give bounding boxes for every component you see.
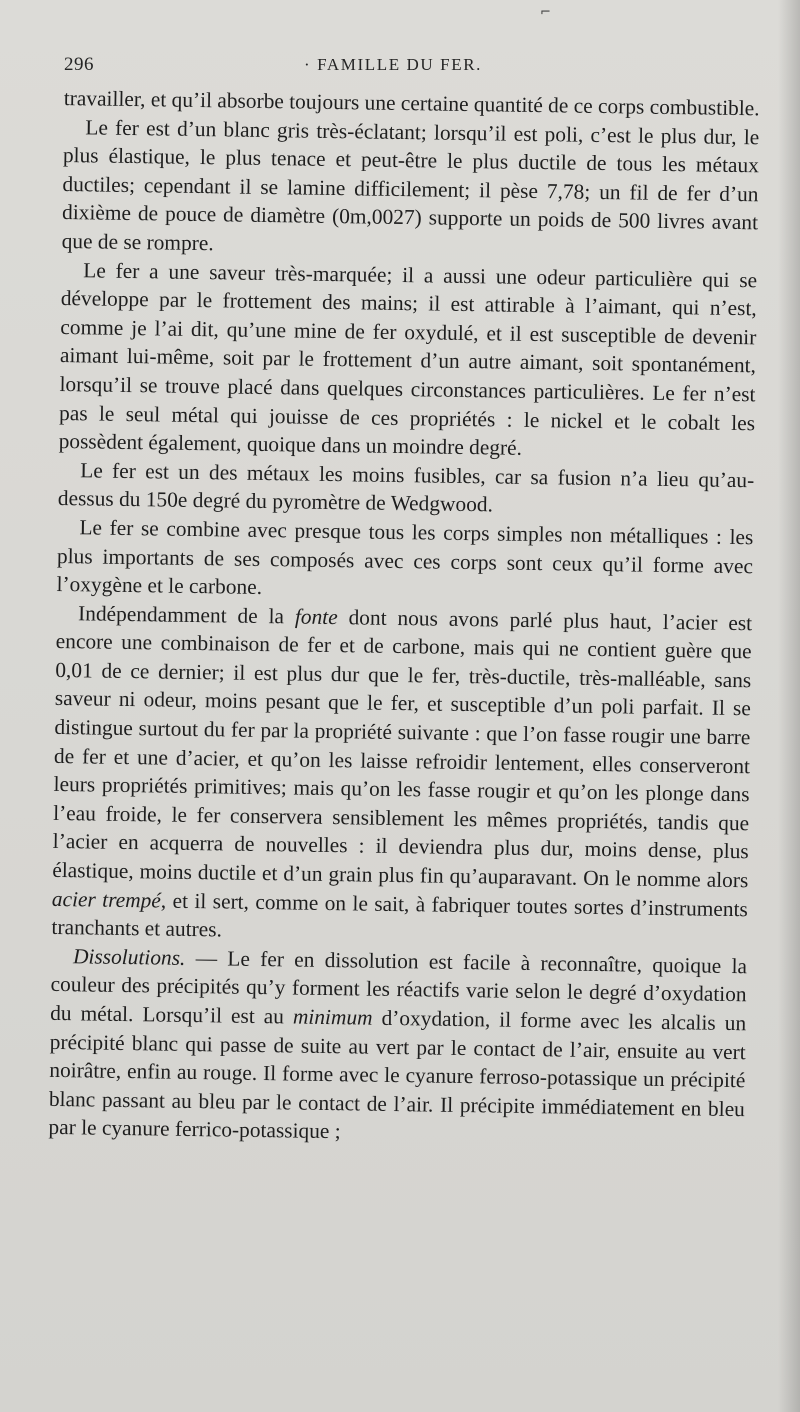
page-header: [64, 54, 744, 78]
paragraph-6: [51, 599, 752, 952]
italic-term-acier-trempe: acier trempé: [51, 886, 162, 913]
body-text: [48, 84, 760, 1152]
paragraph-6-text: dont nous avons parlé plus haut, l’acier est encore une combinaison de fer et de carbone, mais qui ne contient guère que 0,01 de ce dernier; il est plus dur que le fer, très-ductile, très-malléable, sans saveur ni odeur, moins pesant que le fer, et susceptible d’un poli parfait. Il se distingue surtout du fer par la propriété suivante : que l’on fasse rougir une barre de fer et une d’acier, et qu’on les laisse refroidir lentement, elles conserveront leurs propriétés primitives; mais qu’on les fasse rougir et qu’on les plonge dans l’eau froide, le fer conservera sensiblement les mêmes propriétés, tandis que l’acier en acquerra de nouvelles : il deviendra plus dur, moins dense, plus élastique, moins ductile et d’un grain plus fin qu’auparavant. On le nomme alors: [52, 604, 753, 893]
italic-term-minimum: minimum: [292, 1004, 373, 1030]
paragraph-6-text: , et il sert, comme on le sait, à fabriquer toutes sortes d’instruments tranchants et autres.: [51, 888, 749, 942]
paragraph-7-text: — Le fer en dissolution est facile à reconnaître, quoique la couleur des précipités qu’y forment les réactifs varie selon le degré d’oxydation du métal. Lorsqu’il est au: [50, 945, 748, 1029]
section-heading-dissolutions: Dissolutions.: [72, 944, 186, 970]
paragraph-7-text: d’oxydation, il forme avec les alcalis un précipité blanc qui passe de suite au vert par le contact de l’air, ensuite au vert noirâtre, enfin au rouge. Il forme avec le cyanure ferroso-potassique un précipité blanc passant au bleu par le contact de l’air. Il précipite immédiatement en bleu par le cyanure ferrico-potassique ;: [48, 1005, 747, 1144]
italic-term-fonte: fonte: [294, 604, 338, 629]
page-number: 296: [64, 54, 94, 75]
paragraph-6-text: Indépendamment de la: [77, 600, 296, 629]
paragraph-1: travailler, et qu’il absorbe toujours une certaine quantité de ce corps combustible.: [63, 85, 760, 121]
paragraph-7: [48, 942, 747, 1152]
paragraph-5: Le fer se combine avec presque tous les corps simples non métalliques : les plus importants de ses composés avec ces corps sont ceux qu’il forme avec l’oxygène et le carbone.: [56, 515, 754, 600]
paragraph-4: Le fer est un des métaux les moins fusibles, car sa fusion n’a lieu qu’au-dessus du 150e degré du pyromètre de Wedgwood.: [57, 458, 755, 517]
running-head: · FAMILLE DU FER.: [304, 55, 482, 74]
paragraph-3: Le fer a une saveur très-marquée; il a aussi une odeur particulière qui se développe par le frottement des mains; il est attirable à l’aimant, qui n’est, comme je l’ai dit, qu’une mine de fer oxydulé, et il est susceptible de devenir aimant lui-même, soit par le frottement d’un autre aimant, soit spontanément, lorsqu’il se trouve placé dans quelques circonstances particulières. Le fer n’est pas le seul métal qui jouisse de ces propriétés : le nickel et le cobalt les possèdent également, quoique dans un moindre degré.: [58, 257, 758, 460]
paragraph-2: Le fer est d’un blanc gris très-éclatant; lorsqu’il est poli, c’est le plus dur, le plus élastique, le plus tenace et peut-être le plus ductile de tous les métaux ductiles; cependant il se lamine difficilement; il pèse 7,78; un fil de fer d’un dixième de pouce de diamètre (0m,0027) supporte un poids de 500 livres avant que de se rompre.: [61, 114, 760, 256]
ink-mark: ⌐: [540, 5, 551, 20]
